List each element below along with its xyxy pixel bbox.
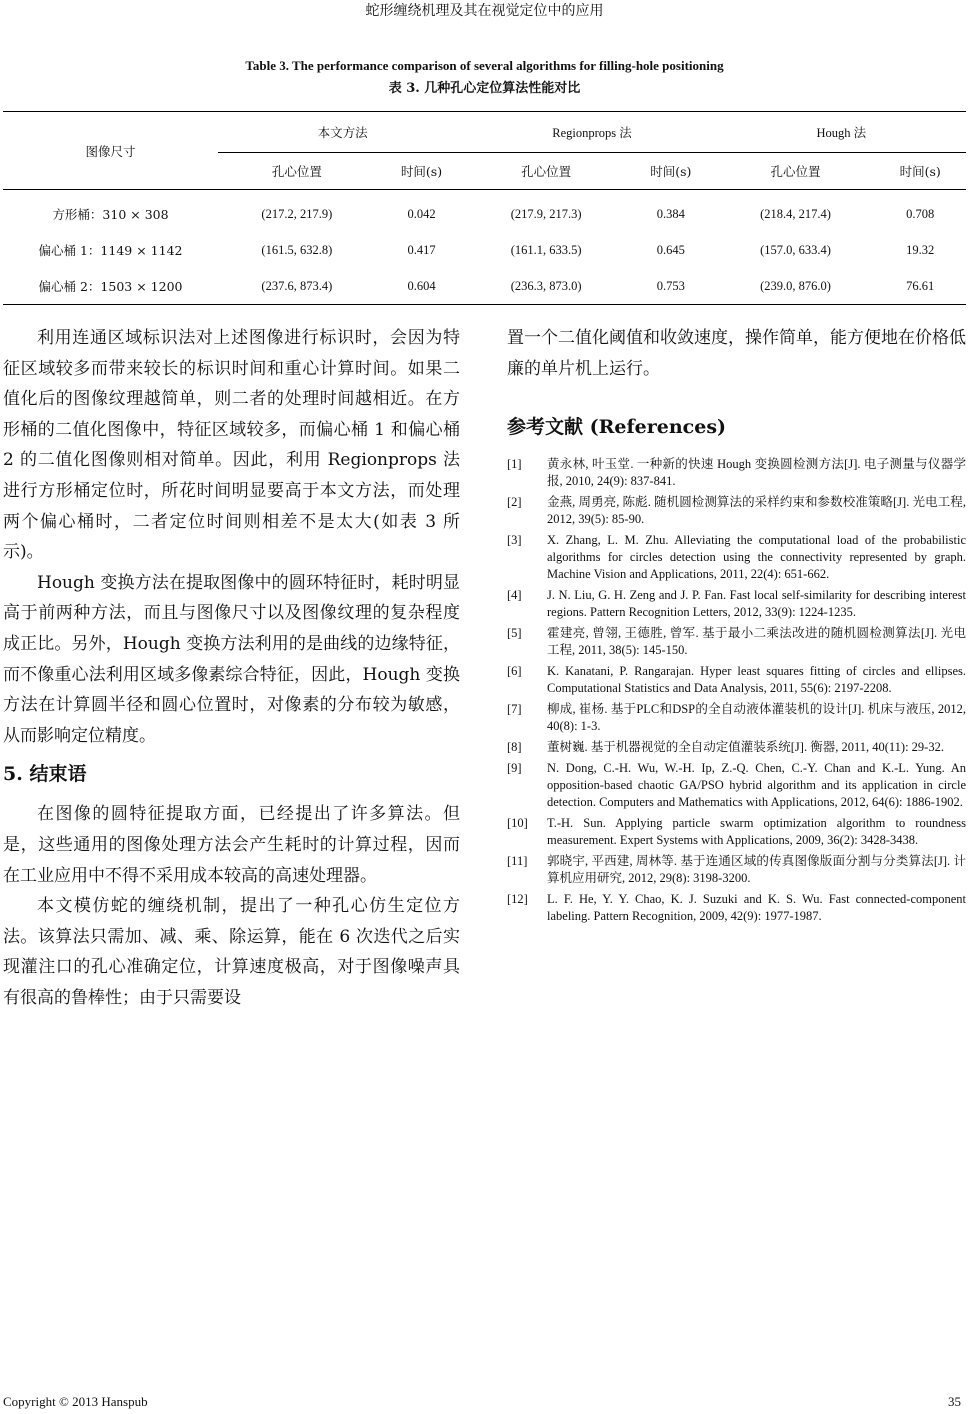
table-cell: (161.5, 632.8) (261, 242, 333, 257)
table-cell: 0.042 (407, 206, 436, 221)
subheader-time: 时间(s) (376, 153, 468, 190)
reference-number: [7] (507, 702, 522, 717)
page-number: 35 (948, 1394, 961, 1409)
reference-text: 郭晓宇, 平西建, 周林等. 基于连通区域的传真图像版面分割与分类算法[J]. 计算机应用研究, 2012, 29(8): 3198-3200. (547, 854, 966, 886)
reference-number: [10] (507, 816, 528, 831)
header-image-size: 图像尺寸 (3, 112, 218, 190)
header-method-regionprops: Regionprops 法 (467, 112, 716, 153)
reference-text: J. N. Liu, G. H. Zeng and J. P. Fan. Fast local self-similarity for describing interest regions. Pattern Recognition Letters, 2012, 33(9): 1224-1235. (547, 588, 966, 620)
subheader-position: 孔心位置 (218, 153, 376, 190)
reference-text: T.-H. Sun. Applying particle swarm optimization algorithm to roundness measurement. Expert Systems with Applications, 2009, 36(2): 3428-3438. (547, 816, 966, 848)
table-row (3, 232, 966, 268)
table-cell: 0.753 (656, 278, 685, 293)
table-caption-en: Table 3. The performance comparison of several algorithms for filling-hole positioning (245, 58, 724, 73)
performance-table (3, 111, 966, 305)
reference-number: [9] (507, 761, 522, 776)
reference-number: [3] (507, 533, 522, 548)
reference-text: 董树巍. 基于机器视觉的全自动定值灌装系统[J]. 衡器, 2011, 40(11): 29-32. (547, 740, 944, 755)
reference-item (507, 853, 966, 887)
reference-item (507, 456, 966, 490)
table-cell: (239.0, 876.0) (760, 278, 831, 293)
reference-text: L. F. He, Y. Y. Chao, K. J. Suzuki and K. S. Wu. Fast connected-component labeling. Pattern Recognition, 2009, 42(9): 1977-1987. (547, 892, 966, 924)
body-paragraph: 本文模仿蛇的缠绕机制，提出了一种孔心仿生定位方法。该算法只需加、减、乘、除运算，能在 6 次迭代之后实现灌注口的孔心准确定位，计算速度极高，对于图像噪声具有很高的鲁棒性；由于只需要设 (3, 896, 460, 1008)
table-cell: 76.61 (906, 278, 935, 293)
table-cell: 偏心桶 2：1503 × 1200 (38, 279, 183, 294)
table-cell: 0.645 (656, 242, 685, 257)
running-head: 蛇形缠绕机理及其在视觉定位中的应用 (365, 3, 604, 19)
table-cell: (161.1, 633.5) (510, 242, 582, 257)
section-heading-conclusion: 5. 结束语 (3, 763, 87, 786)
reference-text: 黄永林, 叶玉堂. 一种新的快速 Hough 变换圆检测方法[J]. 电子测量与仪器学报, 2010, 24(9): 837-841. (547, 457, 966, 489)
reference-number: [1] (507, 457, 522, 472)
body-paragraph: 利用连通区域标识法对上述图像进行标识时，会因为特征区域较多而带来较长的标识时间和重心计算时间。如果二值化后的图像纹理越简单，则二者的处理时间越相近。在方形桶的二值化图像中，特征区域较多，而偏心桶 1 和偏心桶 2 的二值化图像则相对简单。因此，利用 Regionprops 法进行方形桶定位时，所花时间明显要高于本文方法，而处理两个偏心桶时，二者定位时间则相差不是太大(如表 3 所示)。 (3, 328, 460, 563)
table-cell: 0.708 (906, 206, 935, 221)
reference-item (507, 625, 966, 659)
reference-item (507, 760, 966, 811)
table-cell: 0.604 (407, 278, 436, 293)
table-row (3, 190, 966, 233)
subheader-time: 时间(s) (874, 153, 966, 190)
reference-text: K. Kanatani, P. Rangarajan. Hyper least squares fitting of circles and ellipses. Computational Statistics and Data Analysis, 2011, 55(6): 2197-2208. (547, 664, 966, 696)
left-column (3, 323, 460, 1013)
header-method-ours: 本文方法 (218, 112, 467, 153)
table-caption-zh: 表 3. 几种孔心定位算法性能对比 (388, 81, 581, 96)
reference-number: [11] (507, 854, 528, 869)
reference-number: [8] (507, 740, 522, 755)
table-cell: (157.0, 633.4) (760, 242, 831, 257)
table-cell: 19.32 (906, 242, 935, 257)
table-cell: (217.2, 217.9) (261, 206, 333, 221)
table-cell: 偏心桶 1：1149 × 1142 (38, 243, 183, 258)
right-column (507, 323, 966, 929)
reference-item (507, 587, 966, 621)
table-row (3, 268, 966, 305)
table-cell: (236.3, 873.0) (510, 278, 582, 293)
reference-number: [5] (507, 626, 522, 641)
table-cell: (218.4, 217.4) (760, 206, 831, 221)
reference-text: 金燕, 周勇亮, 陈彪. 随机圆检测算法的采样约束和参数校准策略[J]. 光电工程, 2012, 39(5): 85-90. (547, 495, 966, 527)
reference-item (507, 815, 966, 849)
copyright-footer: Copyright © 2013 Hanspub (3, 1394, 148, 1409)
reference-text: 柳成, 崔杨. 基于PLC和DSP的全自动液体灌装机的设计[J]. 机床与液压, 2012, 40(8): 1-3. (547, 702, 966, 734)
reference-item (507, 532, 966, 583)
header-method-hough: Hough 法 (717, 112, 966, 153)
subheader-time: 时间(s) (625, 153, 717, 190)
reference-number: [4] (507, 588, 522, 603)
reference-list (507, 456, 966, 925)
reference-text: N. Dong, C.-H. Wu, W.-H. Ip, Z.-Q. Chen, C.-Y. Chan and K.-L. Yung. An opposition-based chaotic GA/PSO hybrid algorithm and its application in circle detection. Computers and Mathematics with Applications, 2012, 64(6): 1886-1902. (547, 761, 966, 810)
body-paragraph-continuation: 置一个二值化阈值和收敛速度，操作简单，能方便地在价格低廉的单片机上运行。 (507, 328, 966, 379)
body-paragraph: Hough 变换方法在提取图像中的圆环特征时，耗时明显高于前两种方法，而且与图像尺寸以及图像纹理的复杂程度成正比。另外，Hough 变换方法利用的是曲线的边缘特征，而不像重心法利用区域多像素综合特征，因此，Hough 变换方法在计算圆半径和圆心位置时，对像素的分布较为敏感，从而影响定位精度。 (3, 572, 460, 746)
subheader-position: 孔心位置 (717, 153, 875, 190)
body-paragraph: 在图像的圆特征提取方面，已经提出了许多算法。但是，这些通用的图像处理方法会产生耗时的计算过程，因而在工业应用中不得不采用成本较高的高速处理器。 (3, 804, 460, 886)
reference-text: X. Zhang, L. M. Zhu. Alleviating the computational load of the probabilistic algorithms for circles detection using the connectivity represented by graph. Machine Vision and Applications, 2011, 22(4): 651-662. (547, 533, 966, 582)
reference-number: [12] (507, 892, 528, 907)
table-cell: 方形桶：310 × 308 (52, 207, 169, 222)
table-cell: 0.384 (656, 206, 685, 221)
table-cell: (237.6, 873.4) (261, 278, 333, 293)
table-cell: 0.417 (407, 242, 436, 257)
reference-text: 霍建亮, 曾翎, 王德胜, 曾军. 基于最小二乘法改进的随机圆检测算法[J]. 光电工程, 2011, 38(5): 145-150. (547, 626, 966, 658)
reference-item (507, 494, 966, 528)
reference-item (507, 891, 966, 925)
reference-item (507, 701, 966, 735)
subheader-position: 孔心位置 (467, 153, 625, 190)
reference-item (507, 663, 966, 697)
reference-item (507, 739, 966, 756)
references-heading: 参考文献 (References) (507, 416, 727, 439)
table-cell: (217.9, 217.3) (510, 206, 582, 221)
reference-number: [2] (507, 495, 522, 510)
reference-number: [6] (507, 664, 522, 679)
